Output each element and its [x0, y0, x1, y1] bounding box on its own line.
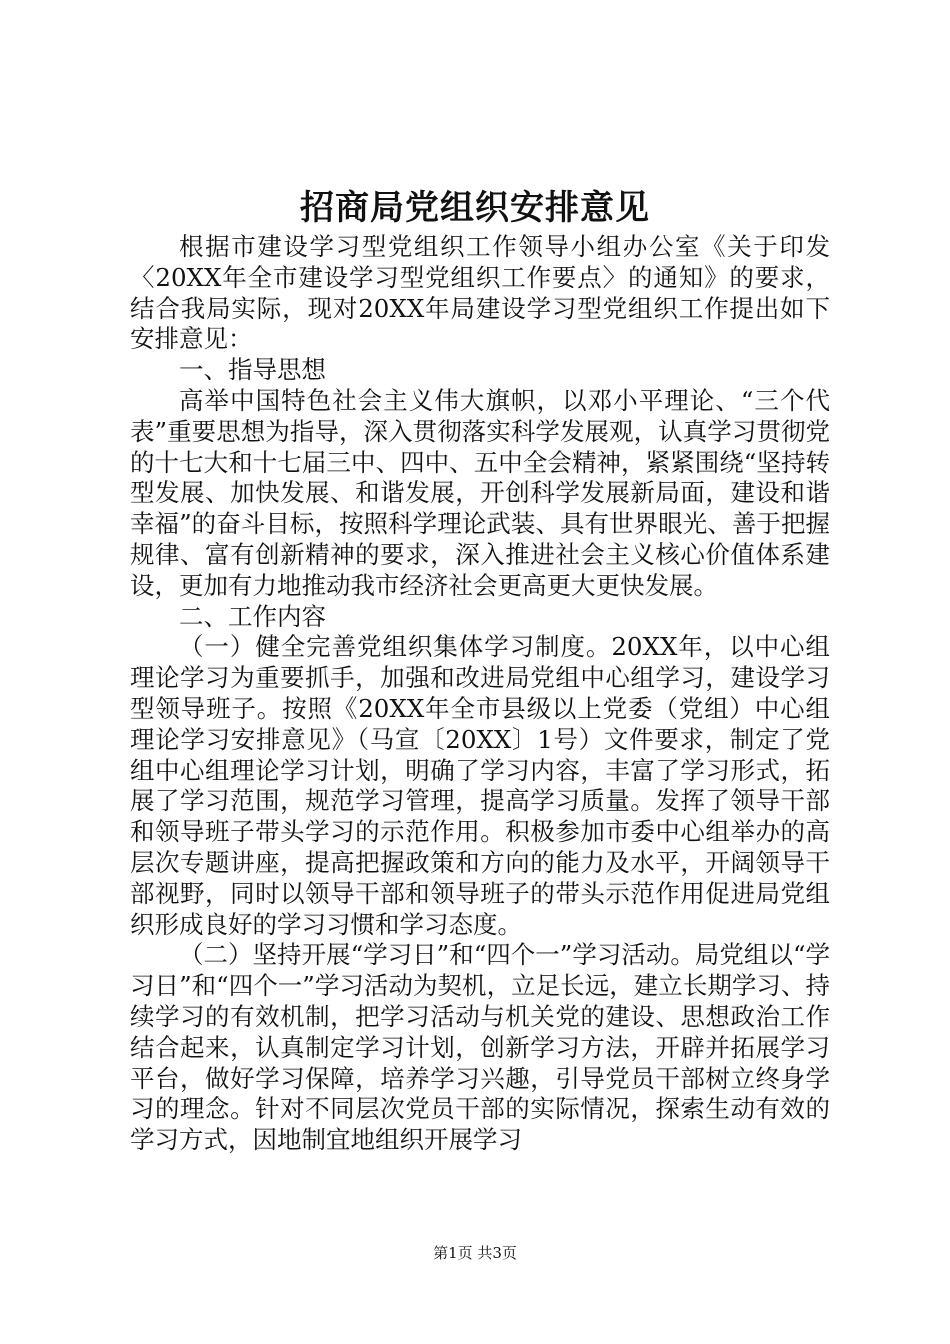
paragraph-intro: 根据市建设学习型党组织工作领导小组办公室《关于印发〈20XX年全市建设学习型党组织工作要点〉的通知》的要求，结合我局实际，现对20XX年局建设学习型党组织工作提出如下安排意见： [130, 232, 830, 354]
section-heading-work-content: 二、工作内容 [179, 601, 326, 631]
document-body [130, 232, 830, 1156]
document-title: 招商局党组织安排意见 [300, 188, 650, 228]
paragraph-guiding-ideology: 高举中国特色社会主义伟大旗帜，以邓小平理论、“三个代表”重要思想为指导，深入贯彻落实科学发展观，认真学习贯彻党的十七大和十七届三中、四中、五中全会精神，紧紧围绕“坚持转型发展、加快发展、和谐发展，开创科学发展新局面，建设和谐幸福”的奋斗目标，按照科学理论武装、具有世界眼光、善于把握规律、富有创新精神的要求，深入推进社会主义核心价值体系建设，更加有力地推动我市经济社会更高更大更快发展。 [130, 385, 830, 600]
paragraph-work-item-2: （二）坚持开展“学习日”和“四个一”学习活动。局党组以“学习日”和“四个一”学习活动为契机，立足长远，建立长期学习、持续学习的有效机制，把学习活动与机关党的建设、思想政治工作结合起来，认真制定学习计划，创新学习方法，开辟并拓展学习平台，做好学习保障，培养学习兴趣，引导党员干部树立终身学习的理念。针对不同层次党员干部的实际情况，探索生动有效的学习方式，因地制宜地组织开展学习 [130, 940, 830, 1155]
paragraph-work-item-1: （一）健全完善党组织集体学习制度。20XX年，以中心组理论学习为重要抓手，加强和改进局党组中心组学习，建设学习型领导班子。按照《20XX年全市县级以上党委（党组）中心组理论学习安排意见》（马宣〔20XX〕1号）文件要求，制定了党组中心组理论学习计划，明确了学习内容，丰富了学习形式，拓展了学习范围，规范学习管理，提高学习质量。发挥了领导干部和领导班子带头学习的示范作用。积极参加市委中心组举办的高层次专题讲座，提高把握政策和方向的能力及水平，开阔领导干部视野，同时以领导干部和领导班子的带头示范作用促进局党组织形成良好的学习习惯和学习态度。 [130, 632, 830, 939]
page-footer: 第1页 共3页 [433, 1244, 517, 1262]
section-heading-guiding-ideology: 一、指导思想 [179, 355, 326, 385]
